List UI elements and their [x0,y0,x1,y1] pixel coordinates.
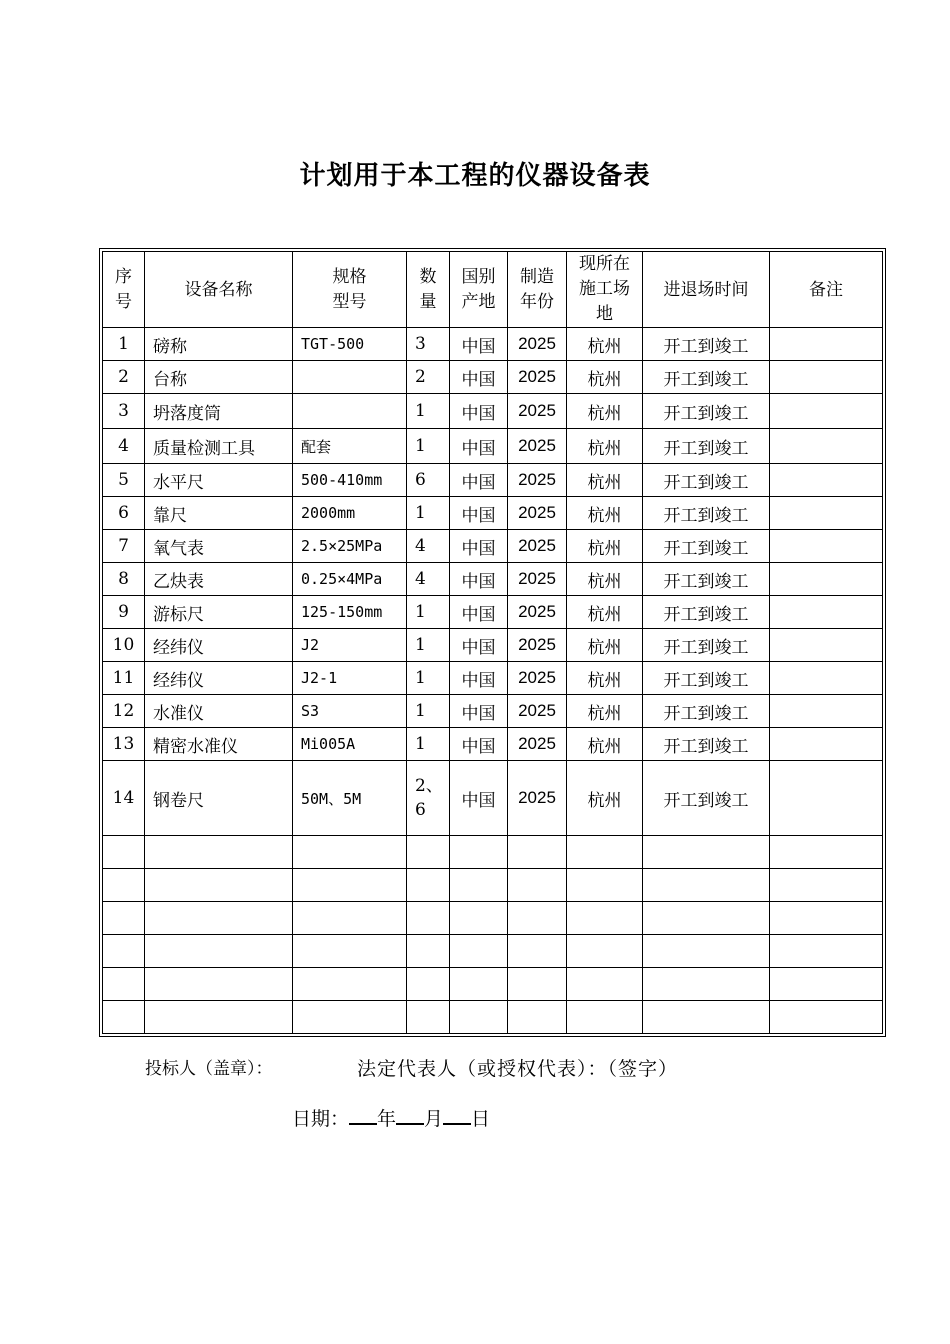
remark-cell [770,394,883,429]
origin-cell: 中国 [450,328,508,361]
month-blank[interactable] [396,1105,424,1125]
name-cell: 经纬仪 [145,662,293,695]
site-cell: 杭州 [567,530,643,563]
name-cell: 经纬仪 [145,629,293,662]
seq-cell: 8 [103,563,145,596]
name-cell [145,902,293,935]
table-row [103,361,883,394]
remark-cell [770,429,883,464]
spec-cell [293,836,407,869]
header-seq: 序 号 [103,252,145,328]
name-cell: 质量检测工具 [145,429,293,464]
page-title: 计划用于本工程的仪器设备表 [299,161,651,191]
remark-cell [770,497,883,530]
name-cell [145,935,293,968]
remark-cell [770,530,883,563]
spec-cell: J2 [293,629,407,662]
seq-cell [103,968,145,1001]
qty-cell: 1 [407,695,450,728]
year-blank[interactable] [349,1105,377,1125]
seq-cell: 10 [103,629,145,662]
qty-cell: 4 [407,530,450,563]
table-row [103,935,883,968]
site-cell [567,836,643,869]
spec-cell: 125-150mm [293,596,407,629]
spec-cell: S3 [293,695,407,728]
table-row [103,1001,883,1034]
spec-cell: 50M、5M [293,761,407,836]
spec-cell [293,935,407,968]
table-row [103,836,883,869]
name-cell [145,869,293,902]
origin-cell: 中国 [450,464,508,497]
table-row [103,497,883,530]
time-cell: 开工到竣工 [643,464,770,497]
header-time: 进退场时间 [643,252,770,328]
origin-cell [450,1001,508,1034]
qty-cell: 3 [407,328,450,361]
qty-cell: 1 [407,596,450,629]
spec-cell [293,394,407,429]
site-cell: 杭州 [567,662,643,695]
qty-cell: 4 [407,563,450,596]
year-cell [508,935,567,968]
site-cell: 杭州 [567,596,643,629]
site-cell [567,869,643,902]
table-row [103,596,883,629]
qty-cell [407,1001,450,1034]
bidder-seal-label: 投标人（盖章）： [145,1059,273,1079]
seq-cell: 12 [103,695,145,728]
spec-cell: 配套 [293,429,407,464]
table-row [103,629,883,662]
qty-cell [407,761,450,836]
spec-cell: 0.25×4MPa [293,563,407,596]
name-cell: 坍落度筒 [145,394,293,429]
time-cell: 开工到竣工 [643,728,770,761]
time-cell: 开工到竣工 [643,328,770,361]
year-cell: 2025 [508,464,567,497]
qty-cell: 1 [407,429,450,464]
header-remark: 备注 [770,252,883,328]
year-cell: 2025 [508,761,567,836]
name-cell [145,968,293,1001]
name-cell [145,836,293,869]
year-cell [508,902,567,935]
time-cell [643,869,770,902]
site-cell: 杭州 [567,464,643,497]
year-cell: 2025 [508,530,567,563]
name-cell: 精密水准仪 [145,728,293,761]
spec-cell: 2.5×25MPa [293,530,407,563]
time-cell: 开工到竣工 [643,530,770,563]
qty-cell: 1 [407,662,450,695]
day-label: 日 [471,1108,491,1130]
time-cell: 开工到竣工 [643,563,770,596]
site-cell: 杭州 [567,563,643,596]
origin-cell: 中国 [450,563,508,596]
time-cell: 开工到竣工 [643,629,770,662]
site-cell: 杭州 [567,328,643,361]
year-cell: 2025 [508,596,567,629]
name-cell [145,1001,293,1034]
time-cell: 开工到竣工 [643,596,770,629]
qty-cell: 6 [407,464,450,497]
name-cell: 水平尺 [145,464,293,497]
qty-cell [407,836,450,869]
spec-cell: 500-410mm [293,464,407,497]
remark-cell [770,361,883,394]
origin-cell: 中国 [450,695,508,728]
origin-cell: 中国 [450,361,508,394]
year-cell: 2025 [508,662,567,695]
remark-cell [770,968,883,1001]
table-row [103,563,883,596]
remark-cell [770,695,883,728]
remark-cell [770,563,883,596]
seq-cell [103,935,145,968]
header-site: 现所在 施工场 地 [567,252,643,328]
qty-cell [407,902,450,935]
day-blank[interactable] [443,1105,471,1125]
spec-cell: J2-1 [293,662,407,695]
remark-cell [770,464,883,497]
year-cell: 2025 [508,695,567,728]
year-cell: 2025 [508,429,567,464]
time-cell [643,1001,770,1034]
table-row [103,429,883,464]
equipment-table-frame [99,248,886,1037]
origin-cell [450,902,508,935]
seq-cell: 1 [103,328,145,361]
table-row [103,695,883,728]
date-line [292,1104,490,1131]
month-label: 月 [424,1108,444,1130]
representative-sign-label: 法定代表人（或授权代表）：（签字） [357,1058,679,1080]
header-name: 设备名称 [145,252,293,328]
table-row [103,968,883,1001]
origin-cell: 中国 [450,596,508,629]
time-cell [643,935,770,968]
remark-cell [770,328,883,361]
origin-cell [450,836,508,869]
site-cell: 杭州 [567,695,643,728]
site-cell: 杭州 [567,394,643,429]
name-cell: 靠尺 [145,497,293,530]
seq-cell: 4 [103,429,145,464]
remark-cell [770,1001,883,1034]
time-cell: 开工到竣工 [643,394,770,429]
time-cell: 开工到竣工 [643,662,770,695]
name-cell: 钢卷尺 [145,761,293,836]
table-row [103,530,883,563]
seq-cell: 6 [103,497,145,530]
table-row [103,328,883,361]
seq-cell [103,902,145,935]
origin-cell: 中国 [450,394,508,429]
year-cell: 2025 [508,394,567,429]
origin-cell [450,935,508,968]
qty-cell: 1 [407,394,450,429]
spec-cell [293,1001,407,1034]
time-cell [643,836,770,869]
site-cell: 杭州 [567,761,643,836]
qty-cell [407,869,450,902]
origin-cell: 中国 [450,662,508,695]
header-row [103,252,883,328]
origin-cell: 中国 [450,629,508,662]
remark-cell [770,596,883,629]
seq-cell [103,1001,145,1034]
origin-cell [450,869,508,902]
site-cell: 杭州 [567,361,643,394]
origin-cell: 中国 [450,728,508,761]
qty-cell: 2 [407,361,450,394]
spec-cell [293,869,407,902]
seq-cell [103,869,145,902]
remark-cell [770,935,883,968]
year-cell [508,1001,567,1034]
name-cell: 游标尺 [145,596,293,629]
table-row [103,869,883,902]
year-label: 年 [377,1108,397,1130]
seq-cell: 13 [103,728,145,761]
seq-cell: 14 [103,761,145,836]
qty-cell: 1 [407,728,450,761]
seq-cell: 2 [103,361,145,394]
remark-cell [770,869,883,902]
name-cell: 乙炔表 [145,563,293,596]
site-cell [567,1001,643,1034]
year-cell [508,836,567,869]
table-row [103,662,883,695]
seq-cell [103,836,145,869]
year-cell: 2025 [508,497,567,530]
year-cell: 2025 [508,629,567,662]
table-row [103,464,883,497]
remark-cell [770,728,883,761]
seq-cell: 7 [103,530,145,563]
seq-cell: 3 [103,394,145,429]
origin-cell: 中国 [450,429,508,464]
origin-cell: 中国 [450,530,508,563]
qty-cell [407,968,450,1001]
remark-cell [770,902,883,935]
time-cell: 开工到竣工 [643,761,770,836]
spec-cell [293,361,407,394]
spec-cell: 2000mm [293,497,407,530]
qty-cell: 1 [407,629,450,662]
remark-cell [770,662,883,695]
origin-cell: 中国 [450,497,508,530]
name-cell: 水准仪 [145,695,293,728]
table-row [103,902,883,935]
time-cell: 开工到竣工 [643,361,770,394]
time-cell: 开工到竣工 [643,497,770,530]
site-cell [567,968,643,1001]
qty-cell: 1 [407,497,450,530]
remark-cell [770,629,883,662]
name-cell: 台称 [145,361,293,394]
remark-cell [770,761,883,836]
header-origin: 国别 产地 [450,252,508,328]
site-cell [567,902,643,935]
name-cell: 磅称 [145,328,293,361]
site-cell [567,935,643,968]
table-body [103,328,883,1034]
time-cell [643,902,770,935]
origin-cell: 中国 [450,761,508,836]
year-cell [508,869,567,902]
site-cell: 杭州 [567,629,643,662]
table-row [103,761,883,836]
spec-cell: TGT-500 [293,328,407,361]
time-cell: 开工到竣工 [643,695,770,728]
remark-cell [770,836,883,869]
table-row [103,728,883,761]
header-spec: 规格 型号 [293,252,407,328]
qty-stacked-text: 2、6 [415,776,443,820]
site-cell: 杭州 [567,497,643,530]
table-row [103,394,883,429]
seq-cell: 9 [103,596,145,629]
equipment-table [102,251,883,1034]
date-label: 日期： [292,1108,350,1130]
time-cell: 开工到竣工 [643,429,770,464]
year-cell: 2025 [508,563,567,596]
site-cell: 杭州 [567,728,643,761]
name-cell: 氧气表 [145,530,293,563]
time-cell [643,968,770,1001]
seq-cell: 5 [103,464,145,497]
spec-cell [293,968,407,1001]
spec-cell: Mi005A [293,728,407,761]
origin-cell [450,968,508,1001]
spec-cell [293,902,407,935]
year-cell: 2025 [508,328,567,361]
header-qty: 数 量 [407,252,450,328]
qty-cell [407,935,450,968]
site-cell: 杭州 [567,429,643,464]
header-year: 制造 年份 [508,252,567,328]
year-cell: 2025 [508,361,567,394]
year-cell: 2025 [508,728,567,761]
year-cell [508,968,567,1001]
seq-cell: 11 [103,662,145,695]
